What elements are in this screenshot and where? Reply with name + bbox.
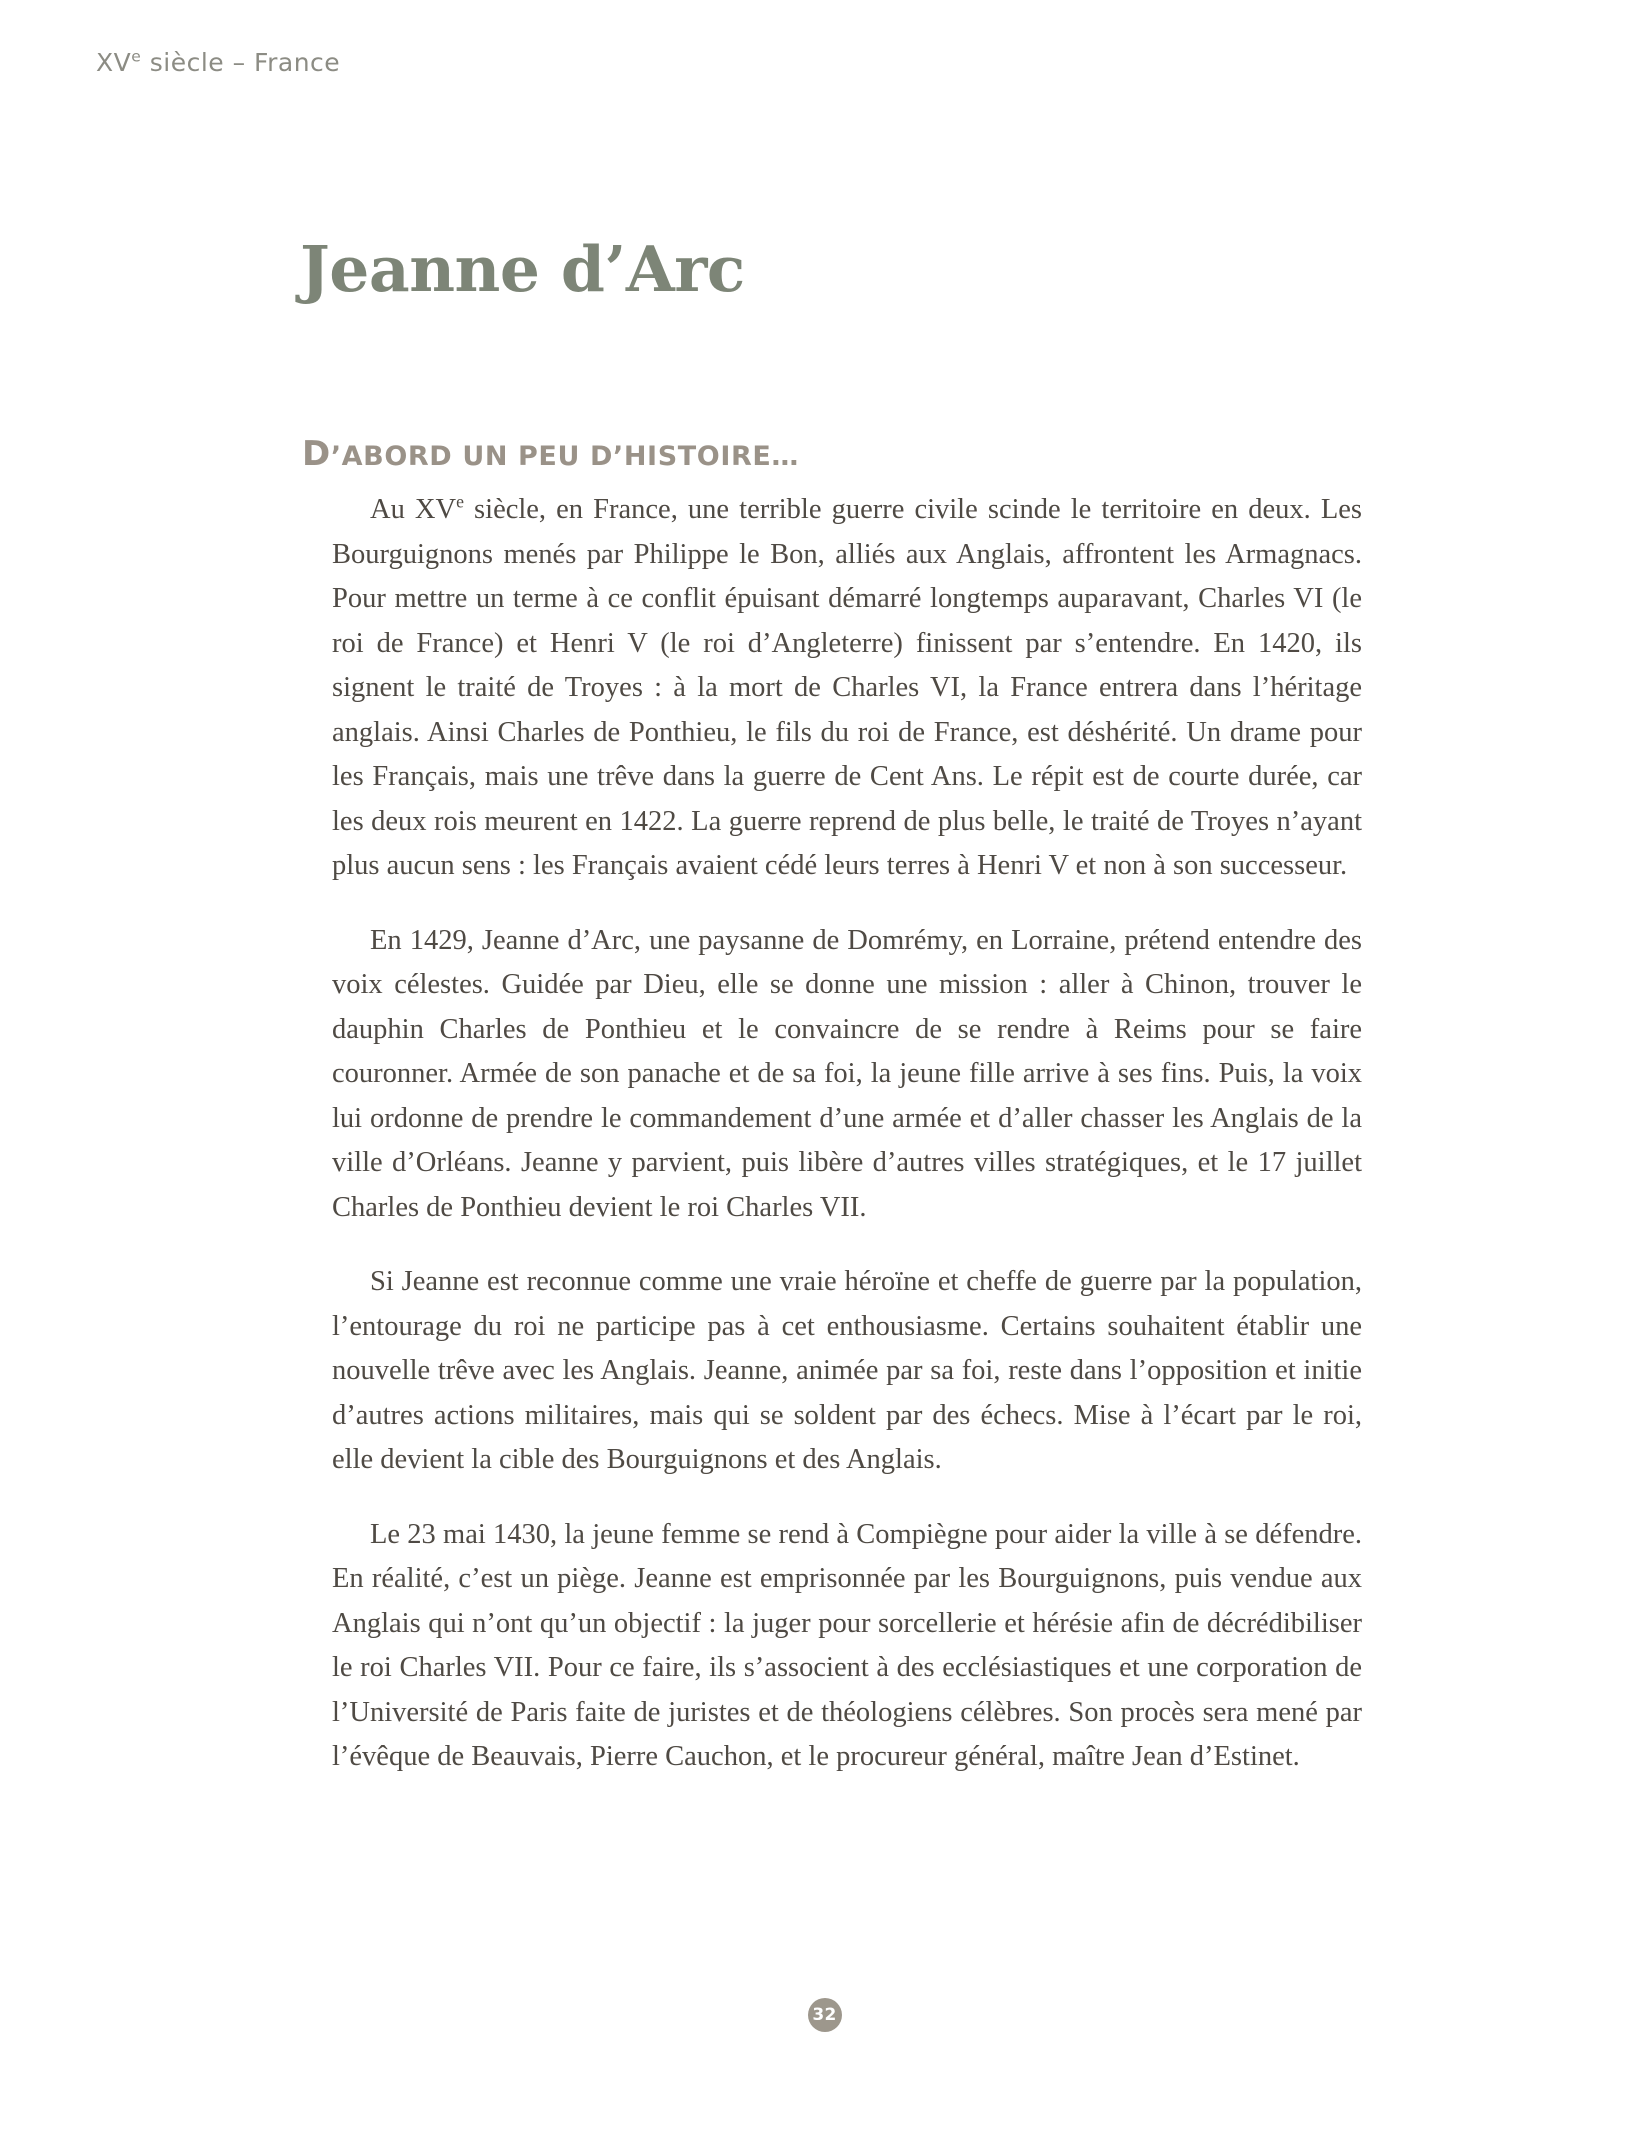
paragraph-4: Le 23 mai 1430, la jeune femme se rend à Compiègne pour aider la ville à se défendre. En réalité, c’est un piège. Jeanne est emprisonnée par les Bourguignons, puis vendue aux Anglais qui n’ont qu’un objectif : la juger pour sorcellerie et hérésie afin de décrédibiliser le roi Charles VII. Pour ce faire, ils s’associent à des ecclésiastiques et une corporation de l’Université de Paris faite de juristes et de théologiens célèbres. Son procès sera mené par l’évêque de Beauvais, Pierre Cauchon, et le procureur général, maître Jean d’Estinet.: [332, 1518, 1362, 1772]
running-head-prefix: XV: [96, 48, 132, 77]
page-number-badge: 32: [808, 1998, 842, 2032]
page-title: Jeanne d’Arc: [300, 232, 745, 307]
running-head-ordinal: e: [131, 47, 142, 66]
paragraph-1-ordinal: e: [456, 491, 464, 512]
paragraph-1: [332, 488, 1362, 889]
running-head-suffix: siècle – France: [141, 48, 341, 77]
paragraph-2: En 1429, Jeanne d’Arc, une paysanne de Domrémy, en Lorraine, prétend entendre des voix célestes. Guidée par Dieu, elle se donne une mission : aller à Chinon, trouver le dauphin Charles de Ponthieu et le convaincre de se rendre à Reims pour se faire couronner. Armée de son panache et de sa foi, la jeune fille arrive à ses fins. Puis, la voix lui ordonne de prendre le commandement d’une armée et d’aller chasser les Anglais de la ville d’Orléans. Jeanne y parvient, puis libère d’autres villes stratégiques, et le 17 juillet Charles de Ponthieu devient le roi Charles VII.: [332, 924, 1362, 1223]
paragraph-1-before: Au XV: [370, 494, 457, 525]
section-heading-initial: D: [302, 434, 331, 475]
section-heading-rest: ’ABORD UN PEU D’HISTOIRE…: [330, 441, 800, 473]
running-head: [96, 48, 340, 77]
paragraph-1-after: siècle, en France, une terrible guerre civile scinde le territoire en deux. Les Bourguignons menés par Philippe le Bon, alliés aux Anglais, affrontent les Armagnacs. Pour mettre un terme à ce conflit épuisant démarré longtemps auparavant, Charles VI (le roi de France) et Henri V (le roi d’Angleterre) finissent par s’entendre. En 1420, ils signent le traité de Troyes : à la mort de Charles VI, la France entrera dans l’héritage anglais. Ainsi Charles de Ponthieu, le fils du roi de France, est déshérité. Un drame pour les Français, mais une trêve dans la guerre de Cent Ans. Le répit est de courte durée, car les deux rois meurent en 1422. La guerre reprend de plus belle, le traité de Troyes n’ayant plus aucun sens : les Français avaient cédé leurs terres à Henri V et non à son successeur.: [332, 494, 1363, 881]
section-heading: [302, 434, 799, 474]
body-text: [332, 488, 1362, 1780]
paragraph-3: Si Jeanne est reconnue comme une vraie héroïne et cheffe de guerre par la population, l’entourage du roi ne participe pas à cet enthousiasme. Certains souhaitent établir une nouvelle trêve avec les Anglais. Jeanne, animée par sa foi, reste dans l’opposition et initie d’autres actions militaires, mais qui se soldent par des échecs. Mise à l’écart par le roi, elle devient la cible des Bourguignons et des Anglais.: [332, 1266, 1362, 1475]
